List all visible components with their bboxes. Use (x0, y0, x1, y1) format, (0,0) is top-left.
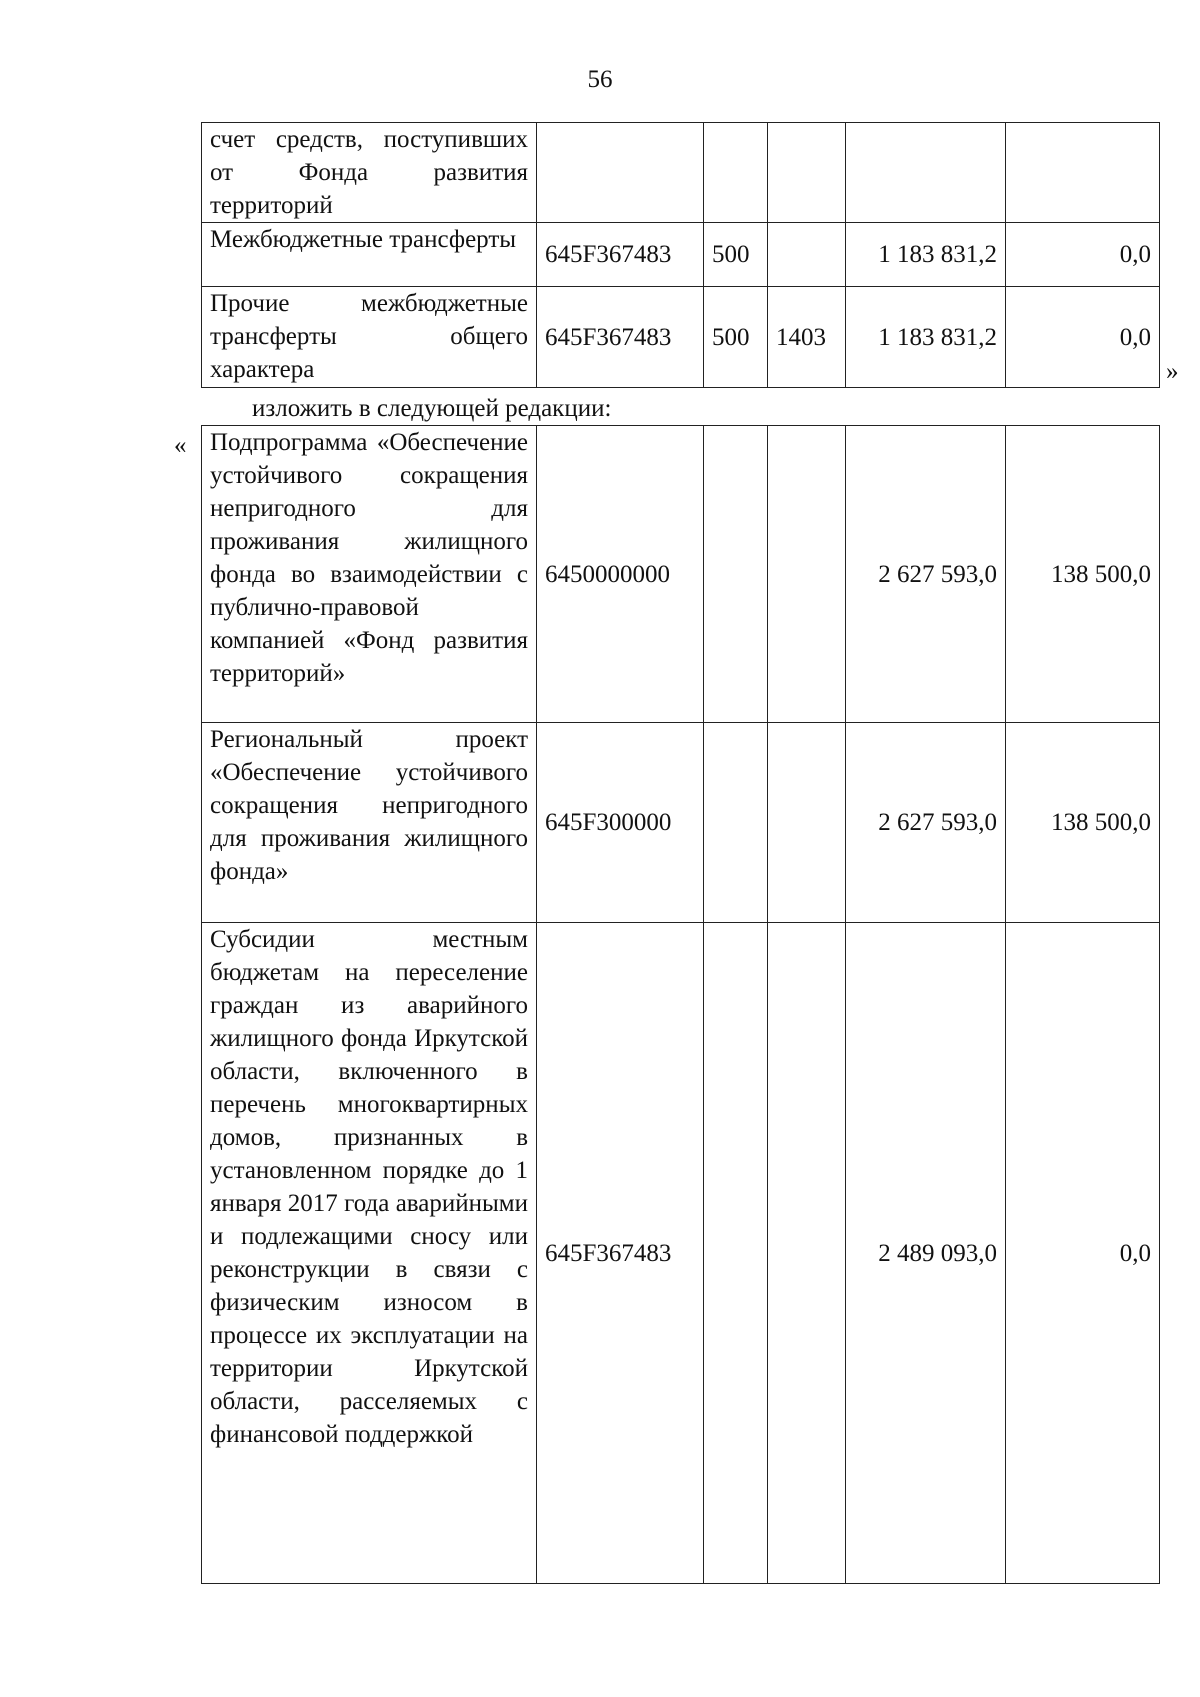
row-name: Подпрограмма «Обеспечение устойчивого сокращения непригодного для проживания жилищного фонда во взаимодействии с публично-правовой компанией «Фонд развития территорий» (202, 426, 537, 723)
row-code (537, 123, 704, 223)
row-rz (768, 923, 846, 1584)
row-vr (704, 426, 768, 723)
row-vr: 500 (704, 287, 768, 388)
row-name: Межбюджетные трансферты (202, 223, 537, 287)
row-amount-2: 138 500,0 (1006, 723, 1160, 923)
row-amount-1: 1 183 831,2 (846, 287, 1006, 388)
row-amount-1 (846, 123, 1006, 223)
row-rz: 1403 (768, 287, 846, 388)
row-amount-1: 2 489 093,0 (846, 923, 1006, 1584)
row-amount-2: 0,0 (1006, 223, 1160, 287)
row-rz (768, 723, 846, 923)
page-number: 56 (587, 66, 613, 93)
row-amount-2: 138 500,0 (1006, 426, 1160, 723)
row-name: Прочие межбюджетные трансферты общего характера (202, 287, 537, 388)
budget-table-new (201, 425, 1160, 1584)
row-vr (704, 723, 768, 923)
row-code: 6450000000 (537, 426, 704, 723)
row-code: 645F367483 (537, 923, 704, 1584)
table-row (202, 223, 1160, 287)
row-vr (704, 123, 768, 223)
row-rz (768, 426, 846, 723)
row-name: Субсидии местным бюджетам на переселение граждан из аварийного жилищного фонда Иркутской области, включенного в перечень многоквартирных домов, признанных в установленном порядке до 1 января 2017 года аварийными и подлежащими сносу или реконструкции в связи с физическим износом в процессе их эксплуатации на территории Иркутской области, расселяемых с финансовой поддержкой (202, 923, 537, 1584)
row-amount-1: 2 627 593,0 (846, 723, 1006, 923)
row-code: 645F300000 (537, 723, 704, 923)
row-amount-2: 0,0 (1006, 287, 1160, 388)
row-amount-1: 1 183 831,2 (846, 223, 1006, 287)
table-row (202, 123, 1160, 223)
instruction-text: изложить в следующей редакции: (252, 395, 612, 422)
table-row (202, 287, 1160, 388)
table-row (202, 426, 1160, 723)
row-amount-2 (1006, 123, 1160, 223)
row-name: Региональный проект «Обеспечение устойчивого сокращения непригодного для проживания жилищного фонда» (202, 723, 537, 923)
row-amount-1: 2 627 593,0 (846, 426, 1006, 723)
row-amount-2: 0,0 (1006, 923, 1160, 1584)
closing-quote: » (1166, 358, 1179, 385)
row-rz (768, 123, 846, 223)
opening-quote: « (174, 432, 187, 459)
row-rz (768, 223, 846, 287)
row-vr (704, 923, 768, 1584)
row-vr: 500 (704, 223, 768, 287)
budget-table-old (201, 122, 1160, 388)
row-name: счет средств, поступивших от Фонда развития территорий (202, 123, 537, 223)
row-code: 645F367483 (537, 287, 704, 388)
row-code: 645F367483 (537, 223, 704, 287)
table-row (202, 923, 1160, 1584)
table-row (202, 723, 1160, 923)
